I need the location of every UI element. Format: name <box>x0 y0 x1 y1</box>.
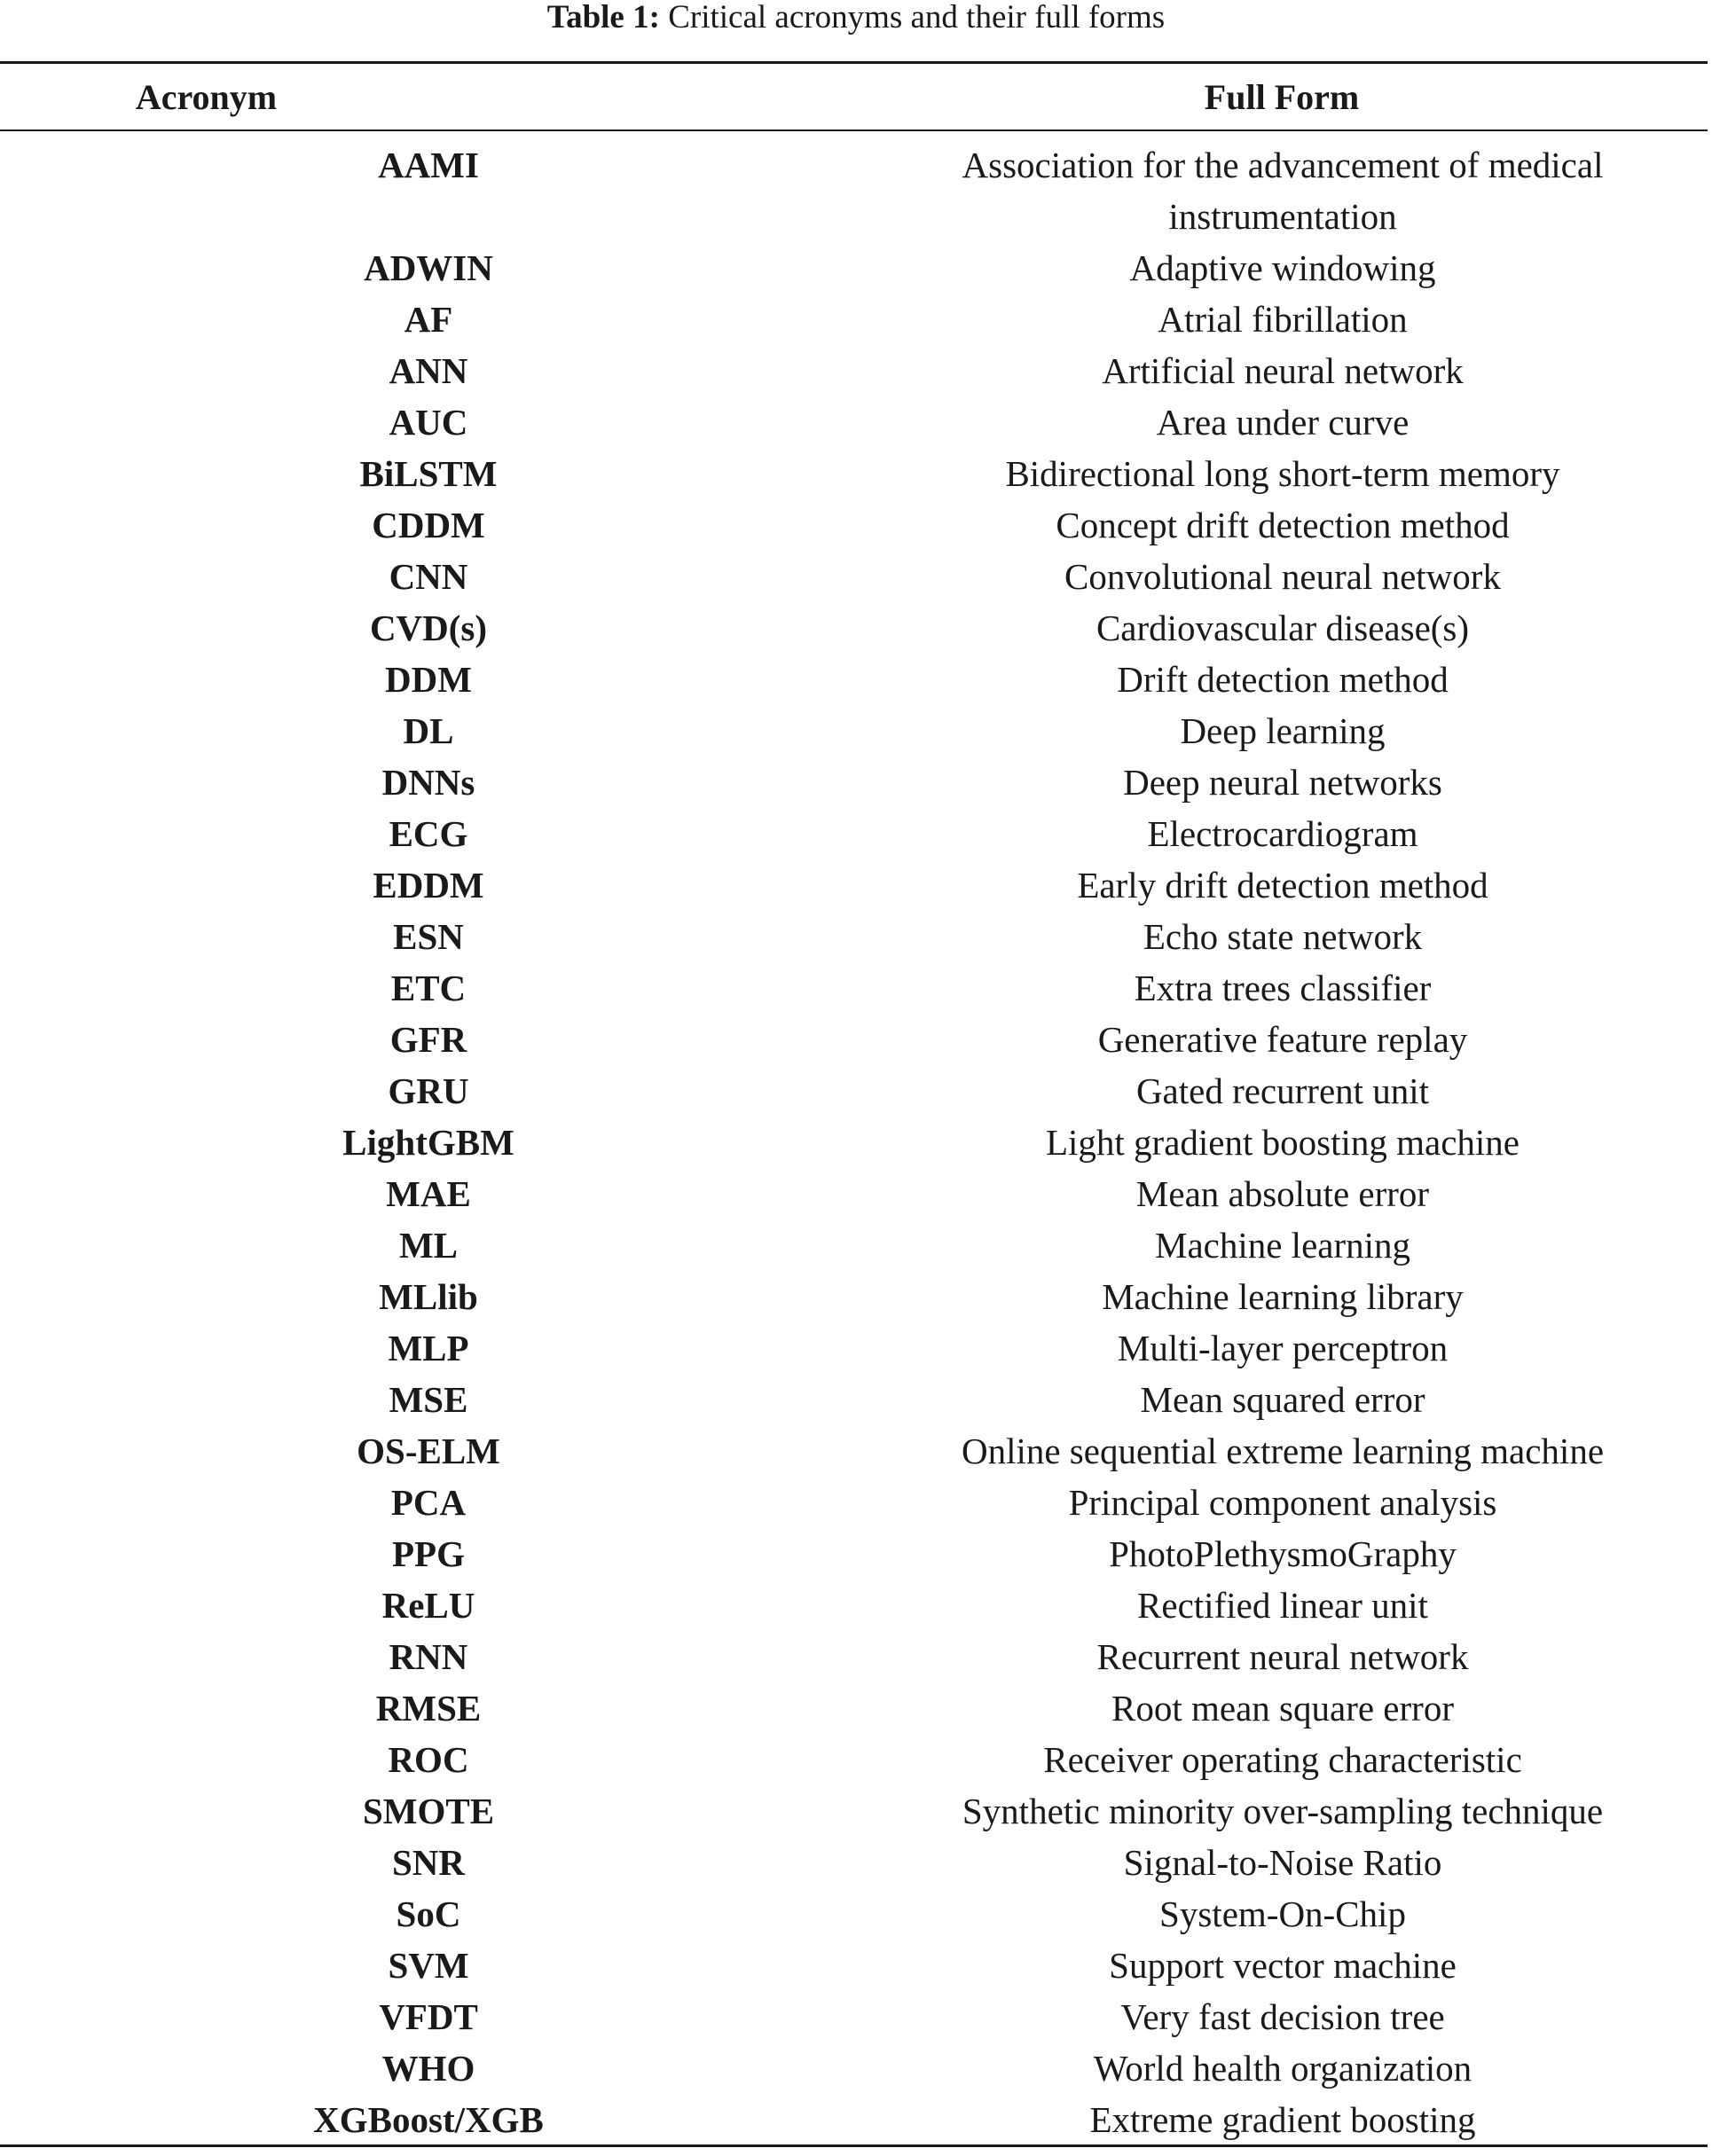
full-form-cell: Echo state network <box>1143 916 1423 957</box>
full-form-cell: Signal-to-Noise Ratio <box>1123 1842 1442 1883</box>
table-row <box>0 1219 1712 1271</box>
full-form-cell: Deep neural networks <box>1123 762 1442 803</box>
table-row <box>0 1168 1712 1219</box>
full-form-cell: Area under curve <box>1156 402 1410 443</box>
table-header-row <box>0 71 1712 124</box>
table-row <box>0 294 1712 345</box>
table-top-rule <box>0 61 1708 64</box>
table-row <box>0 1014 1712 1065</box>
table-row <box>0 602 1712 654</box>
full-form-cell: Machine learning library <box>1102 1276 1464 1317</box>
table-row <box>0 1785 1712 1837</box>
acronym-cell: ADWIN <box>364 247 493 288</box>
full-form-cell: Extreme gradient boosting <box>1089 2099 1476 2140</box>
full-form-cell: Association for the advancement of medical instrumentation <box>962 145 1604 237</box>
acronym-cell: CVD(s) <box>369 608 488 648</box>
acronym-cell: WHO <box>381 2048 475 2089</box>
full-form-cell: Recurrent neural network <box>1096 1636 1469 1677</box>
acronym-cell: AF <box>404 299 453 340</box>
table-caption <box>0 0 1712 35</box>
full-form-cell: Atrial fibrillation <box>1158 299 1408 340</box>
acronym-cell: RNN <box>389 1636 468 1677</box>
acronym-cell: BiLSTM <box>359 453 498 494</box>
full-form-cell: Root mean square error <box>1111 1688 1454 1729</box>
acronym-cell: MSE <box>389 1379 468 1420</box>
full-form-cell: Multi-layer perceptron <box>1117 1328 1449 1368</box>
table-row <box>0 962 1712 1014</box>
table-row <box>0 345 1712 396</box>
full-form-cell: Gated recurrent unit <box>1135 1070 1430 1111</box>
table-row <box>0 654 1712 705</box>
table-row <box>0 499 1712 551</box>
full-form-cell: Electrocardiogram <box>1147 813 1418 854</box>
table-body <box>0 139 1712 2145</box>
acronym-cell: SoC <box>396 1893 461 1934</box>
acronym-cell: RMSE <box>375 1688 482 1729</box>
acronym-cell: ROC <box>388 1739 469 1780</box>
full-form-cell: Artificial neural network <box>1102 350 1464 391</box>
acronym-cell: GRU <box>388 1070 469 1111</box>
full-form-cell: Deep learning <box>1180 710 1386 751</box>
table-bottom-rule <box>0 2144 1708 2147</box>
table-row <box>0 1322 1712 1374</box>
table-row <box>0 396 1712 448</box>
table-row <box>0 1425 1712 1477</box>
acronym-cell: ESN <box>393 916 464 957</box>
table-row <box>0 911 1712 962</box>
full-form-cell: Very fast decision tree <box>1120 1996 1445 2037</box>
acronym-cell: SMOTE <box>362 1791 495 1831</box>
acronym-cell: AAMI <box>378 145 479 185</box>
acronym-cell: PPG <box>392 1533 465 1574</box>
acronym-cell: MAE <box>386 1173 471 1214</box>
acronym-cell: MLlib <box>379 1276 478 1317</box>
header-acronym: Acronym <box>135 77 278 117</box>
table-row <box>0 1837 1712 1888</box>
table-row <box>0 2042 1712 2094</box>
full-form-cell: Light gradient boosting machine <box>1045 1122 1520 1163</box>
full-form-cell: Bidirectional long short-term memory <box>1005 453 1560 494</box>
full-form-cell: Extra trees classifier <box>1134 968 1432 1008</box>
acronym-cell: GFR <box>389 1019 467 1060</box>
full-form-cell: Early drift detection method <box>1077 865 1488 906</box>
acronym-cell: CDDM <box>372 505 485 545</box>
table-row <box>0 1631 1712 1682</box>
table-row <box>0 1940 1712 1991</box>
full-form-cell: System-On-Chip <box>1159 1893 1406 1934</box>
acronym-cell: ANN <box>389 350 468 391</box>
acronym-cell: AUC <box>389 402 468 443</box>
table-caption-label: Table 1: <box>546 0 660 35</box>
acronym-cell: LightGBM <box>342 1122 514 1163</box>
full-form-cell: Drift detection method <box>1117 659 1449 700</box>
acronym-cell: SVM <box>388 1945 469 1986</box>
full-form-cell: World health organization <box>1093 2048 1472 2089</box>
full-form-cell: Principal component analysis <box>1068 1482 1497 1523</box>
acronym-cell: ETC <box>390 968 467 1008</box>
table-caption-text: Critical acronyms and their full forms <box>659 0 1166 35</box>
full-form-cell: Rectified linear unit <box>1137 1585 1428 1626</box>
table-row <box>0 757 1712 808</box>
full-form-cell: Convolutional neural network <box>1064 556 1501 597</box>
full-form-cell: Concept drift detection method <box>1056 505 1510 545</box>
table-row <box>0 1991 1712 2042</box>
table-header-rule <box>0 129 1708 131</box>
table-row <box>0 859 1712 911</box>
acronym-cell: MLP <box>388 1328 469 1368</box>
acronym-cell: ML <box>398 1225 459 1266</box>
table-row <box>0 1734 1712 1785</box>
table-row <box>0 705 1712 757</box>
table-row <box>0 808 1712 859</box>
full-form-cell: PhotoPlethysmoGraphy <box>1109 1533 1457 1574</box>
full-form-cell: Cardiovascular disease(s) <box>1096 608 1470 648</box>
table-row <box>0 1374 1712 1425</box>
full-form-cell: Synthetic minority over-sampling technique <box>962 1791 1604 1831</box>
acronym-cell: EDDM <box>373 865 484 906</box>
acronym-cell: DNNs <box>381 762 475 803</box>
table-row <box>0 551 1712 602</box>
header-full-form: Full Form <box>1204 77 1360 117</box>
full-form-cell: Mean absolute error <box>1135 1173 1430 1214</box>
acronym-cell: PCA <box>390 1482 467 1523</box>
table-row <box>0 1065 1712 1117</box>
full-form-cell: Mean squared error <box>1140 1379 1425 1420</box>
acronym-cell: DDM <box>385 659 472 700</box>
full-form-cell: Generative feature replay <box>1097 1019 1468 1060</box>
table-row <box>0 1528 1712 1580</box>
full-form-cell: Online sequential extreme learning machine <box>961 1431 1605 1471</box>
acronym-cell: VFDT <box>379 1996 478 2037</box>
acronym-cell: SNR <box>391 1842 466 1883</box>
acronym-cell: ECG <box>389 813 468 854</box>
acronym-cell: CNN <box>389 556 468 597</box>
full-form-cell: Machine learning <box>1154 1225 1411 1266</box>
table-row <box>0 242 1712 294</box>
full-form-cell: Support vector machine <box>1109 1945 1457 1986</box>
table-row <box>0 1271 1712 1322</box>
full-form-cell: Receiver operating characteristic <box>1043 1739 1522 1780</box>
full-form-cell: Adaptive windowing <box>1129 247 1436 288</box>
table-row <box>0 448 1712 499</box>
table-row <box>0 2094 1712 2145</box>
table-row <box>0 1682 1712 1734</box>
table-row <box>0 1117 1712 1168</box>
acronym-cell: OS-ELM <box>357 1431 500 1471</box>
table-row <box>0 1888 1712 1940</box>
acronym-cell: ReLU <box>381 1585 475 1626</box>
table-row <box>0 1580 1712 1631</box>
acronym-cell: DL <box>403 710 454 751</box>
acronym-cell: XGBoost/XGB <box>313 2099 544 2140</box>
table-row <box>0 1477 1712 1528</box>
table-row <box>0 139 1712 242</box>
